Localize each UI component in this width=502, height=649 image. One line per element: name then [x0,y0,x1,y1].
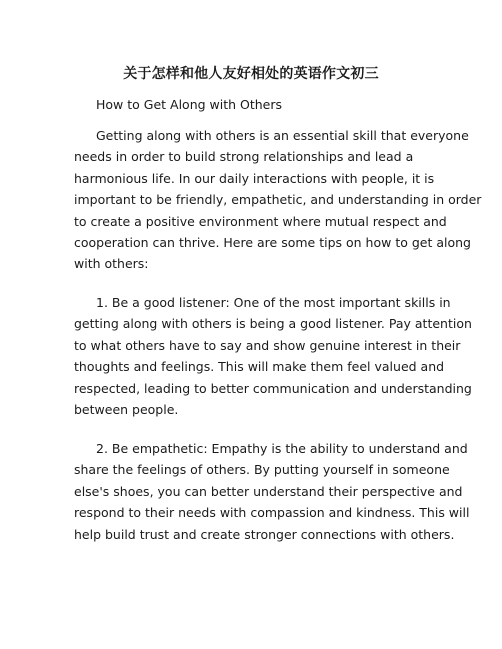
paragraph-line: important to be friendly, empathetic, and understanding in order [74,192,482,208]
paragraph-line: getting along with others is being a good listener. Pay attention [74,316,472,332]
paragraph-line: cooperation can thrive. Here are some tips on how to get along [74,235,471,251]
paragraph-line: respected, leading to better communication and understanding [74,380,472,396]
paragraph-line: harmonious life. In our daily interactions with people, it is [74,170,435,186]
paragraph-line: share the feelings of others. By putting yourself in someone [74,462,450,478]
paragraph-tip-listener [74,292,472,420]
paragraph-line: 2. Be empathetic: Empathy is the ability to understand and [96,441,468,456]
paragraph-line: needs in order to build strong relationships and lead a [74,149,414,165]
paragraph-line: respond to their needs with compassion and kindness. This will [74,505,470,521]
paragraph-intro [74,125,482,275]
paragraph-line: help build trust and create stronger connections with others. [74,526,455,542]
paragraph-line: between people. [74,402,179,418]
paragraph-line: else's shoes, you can better understand their perspective and [74,483,463,499]
paragraph-tip-empathy [74,438,470,545]
paragraph-line: to create a positive environment where mutual respect and [74,213,447,229]
essay-title: How to Get Along with Others [96,97,283,112]
paragraph-line: thoughts and feelings. This will make them feel valued and [74,359,445,375]
paragraph-line: to what others have to say and show genuine interest in their [74,337,461,353]
paragraph-line: 1. Be a good listener: One of the most important skills in [96,295,451,310]
paragraph-line: with others: [74,256,149,272]
document-title: 关于怎样和他人友好相处的英语作文初三 [123,66,379,82]
paragraph-line: Getting along with others is an essential skill that everyone [96,128,469,143]
